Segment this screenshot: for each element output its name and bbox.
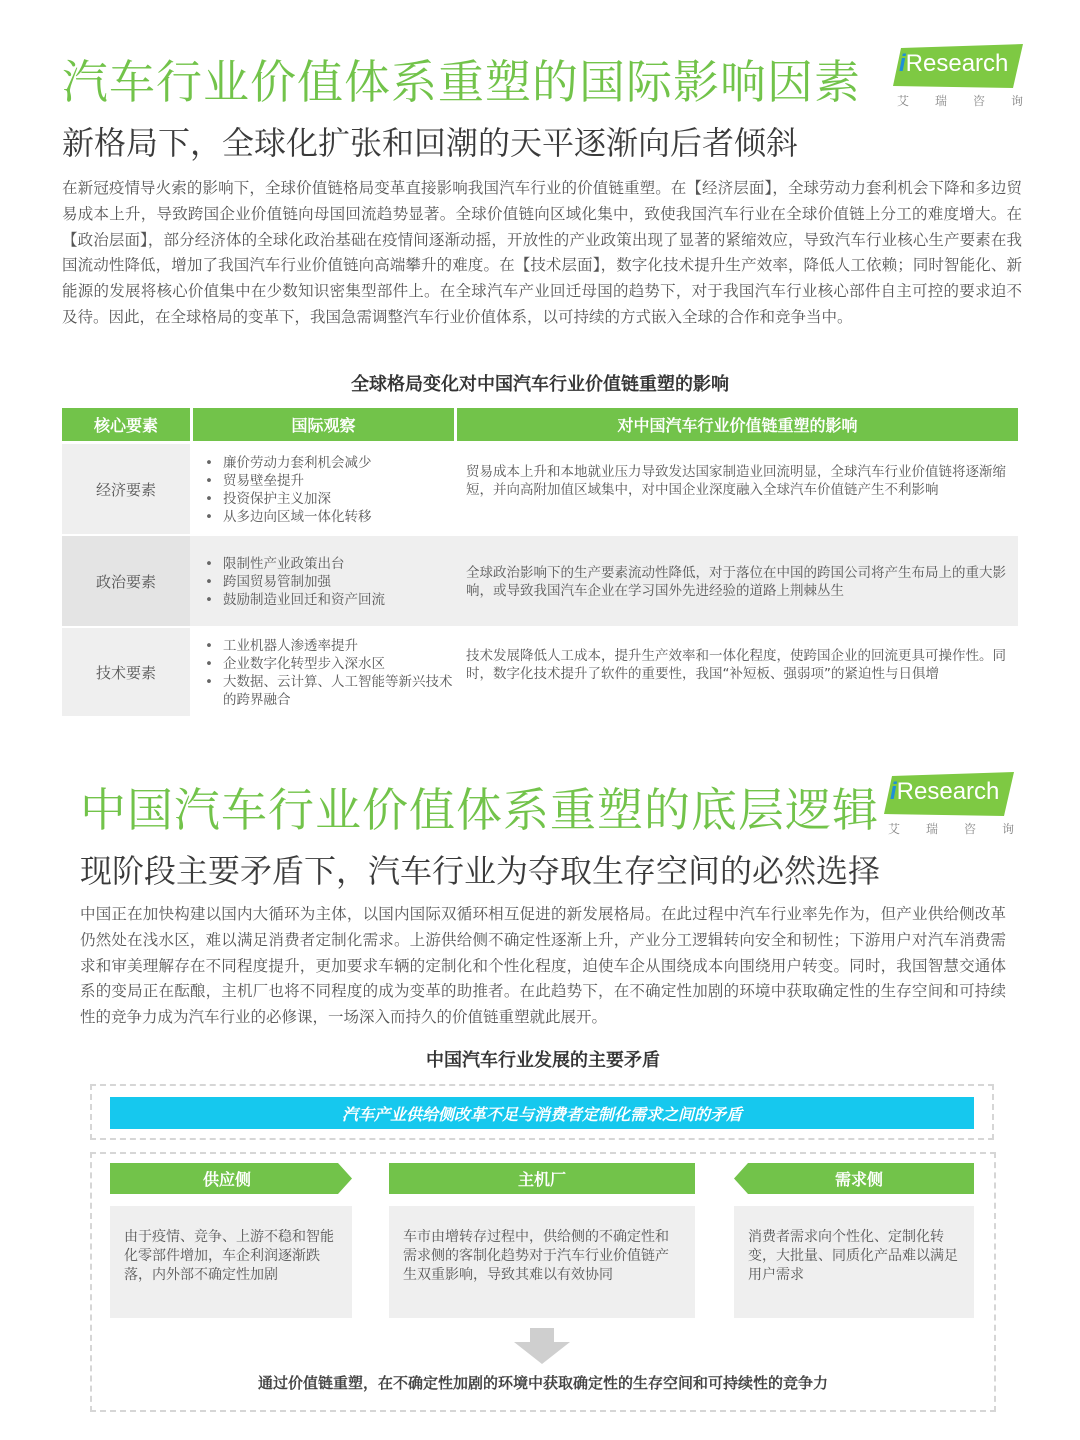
table-row-factor: 政治要素 [95, 572, 156, 591]
table-row-factor: 经济要素 [62, 444, 190, 534]
section2-paragraph: 中国正在加快构建以国内大循环为主体，以国内国际双循环相互促进的新发展格局。在此过程中汽车行业率先作为，但产业供给侧改革仍然处在浅水区，难以满足消费者定制化需求。上游供给侧不确定性逐渐上升，产业分工逻辑转向安全和韧性；下游用户对汽车消费需求和审美理解存在不同程度提升，更加要求车辆的定制化和个性化程度，迫使车企从围绕成本向围绕用户转变。同时，我国智慧交通体系的变局正在酝酿，主机厂也将不同程度的成为变革的助推者。在此趋势下，在不确定性加剧的环境中获取确定性的生存空间和可持续性的竞争力成为汽车行业的必修课，一场深入而持久的价值链重塑就此展开。 [80, 905, 1006, 1027]
observation-item: • 跨国贸易管制加强 [223, 573, 453, 591]
iresearch-logo [893, 44, 1023, 106]
table-row-impact: 贸易成本上升和本地就业压力导致发达国家制造业回流明显，全球汽车行业价值链将逐渐缩短，并向高附加值区域集中，对中国企业深度融入全球汽车价值链产生不利影响 [466, 464, 1006, 498]
logo-cn: 艾 瑞 咨 询 [888, 822, 1014, 836]
supply-side-label: 供应侧 [202, 1170, 251, 1189]
oem-text: 车市由增转存过程中，供给侧的不确定性和需求侧的客制化趋势对于汽车行业价值链产生双重影响，导致其难以有效协同 [389, 1206, 695, 1318]
table-row-observations [203, 555, 453, 609]
oem-label: 主机厂 [389, 1163, 695, 1194]
observation-item: • 企业数字化转型步入深水区 [223, 655, 453, 673]
table-header-observation: 国际观察 [193, 408, 454, 441]
observation-item: • 大数据、云计算、人工智能等新兴技术的跨界融合 [223, 673, 453, 709]
section2-subtitle: 现阶段主要矛盾下，汽车行业为夺取生存空间的必然选择 [80, 852, 881, 890]
observation-item: • 工业机器人渗透率提升 [223, 637, 453, 655]
section1-paragraph: 在新冠疫情导火索的影响下，全球价值链格局变革直接影响我国汽车行业的价值链重塑。在【经济层面】，全球劳动力套利机会下降和多边贸易成本上升，导致跨国企业价值链向母国回流趋势显著。全球价值链向区域化集中，致使我国汽车行业在全球价值链上分工的难度增大。在【政治层面】，部分经济体的全球化政治基础在疫情间逐渐动摇，开放性的产业政策出现了显著的紧缩效应，导致汽车行业核心生产要素在我国流动性降低，增加了我国汽车行业价值链向高端攀升的难度。在【技术层面】，数字化技术提升生产效率，降低人工依赖；同时智能化、新能源的发展将核心价值集中在少数知识密集型部件上。在全球汽车产业回迁母国的趋势下，对于我国汽车行业核心部件自主可控的要求迫不及待。因此，在全球格局的变革下，我国急需调整汽车行业价值体系，以可持续的方式嵌入全球的合作和竞争当中。 [62, 179, 1022, 326]
observation-item: • 限制性产业政策出台 [223, 555, 453, 573]
down-arrow-icon [514, 1328, 570, 1364]
contradiction-banner: 汽车产业供给侧改革不足与消费者定制化需求之间的矛盾 [110, 1097, 974, 1129]
table-row-impact: 技术发展降低人工成本，提升生产效率和一体化程度，使跨国企业的回流更具可操作性。同时，数字化技术提升了软件的重要性，我国“补短板、强弱项”的紧迫性与日俱增 [466, 648, 1006, 682]
table-row-impact: 全球政治影响下的生产要素流动性降低，对于落位在中国的跨国公司将产生布局上的重大影响，或导致我国汽车企业在学习国外先进经验的道路上荆棘丛生 [466, 565, 1006, 599]
table-header-impact: 对中国汽车行业价值链重塑的影响 [457, 408, 1018, 441]
observation-item: • 从多边向区域一体化转移 [223, 508, 453, 526]
section1-title: 汽车行业价值体系重塑的国际影响因素 [62, 55, 861, 109]
observation-item: • 廉价劳动力套利机会减少 [223, 454, 453, 472]
diagram-caption: 中国汽车行业发展的主要矛盾 [426, 1050, 660, 1071]
table-header-factor: 核心要素 [62, 408, 190, 441]
observation-item: • 鼓励制造业回迁和资产回流 [223, 591, 453, 609]
logo-text: iResearch [890, 778, 1000, 805]
logo-cn: 艾 瑞 咨 询 [897, 94, 1023, 108]
logo-text: iResearch [899, 50, 1009, 77]
iresearch-logo [884, 772, 1014, 834]
table-row-observations [203, 637, 453, 709]
section1-subtitle: 新格局下，全球化扩张和回潮的天平逐渐向后者倾斜 [62, 124, 799, 162]
observation-item: • 贸易壁垒提升 [223, 472, 453, 490]
observation-item: • 投资保护主义加深 [223, 490, 453, 508]
supply-side-text: 由于疫情、竞争、上游不稳和智能化零部件增加，车企利润逐渐跌落，内外部不确定性加剧 [110, 1206, 352, 1318]
table-row-observations [203, 454, 453, 526]
section2-title: 中国汽车行业价值体系重塑的底层逻辑 [80, 783, 879, 837]
conclusion-text: 通过价值链重塑，在不确定性加剧的环境中获取确定性的生存空间和可持续性的竞争力 [257, 1374, 828, 1392]
table-row-factor: 技术要素 [62, 628, 190, 716]
demand-side-label: 需求侧 [834, 1170, 883, 1189]
demand-side-text: 消费者需求向个性化、定制化转变，大批量、同质化产品难以满足用户需求 [734, 1206, 974, 1318]
table-caption: 全球格局变化对中国汽车行业价值链重塑的影响 [351, 374, 729, 395]
